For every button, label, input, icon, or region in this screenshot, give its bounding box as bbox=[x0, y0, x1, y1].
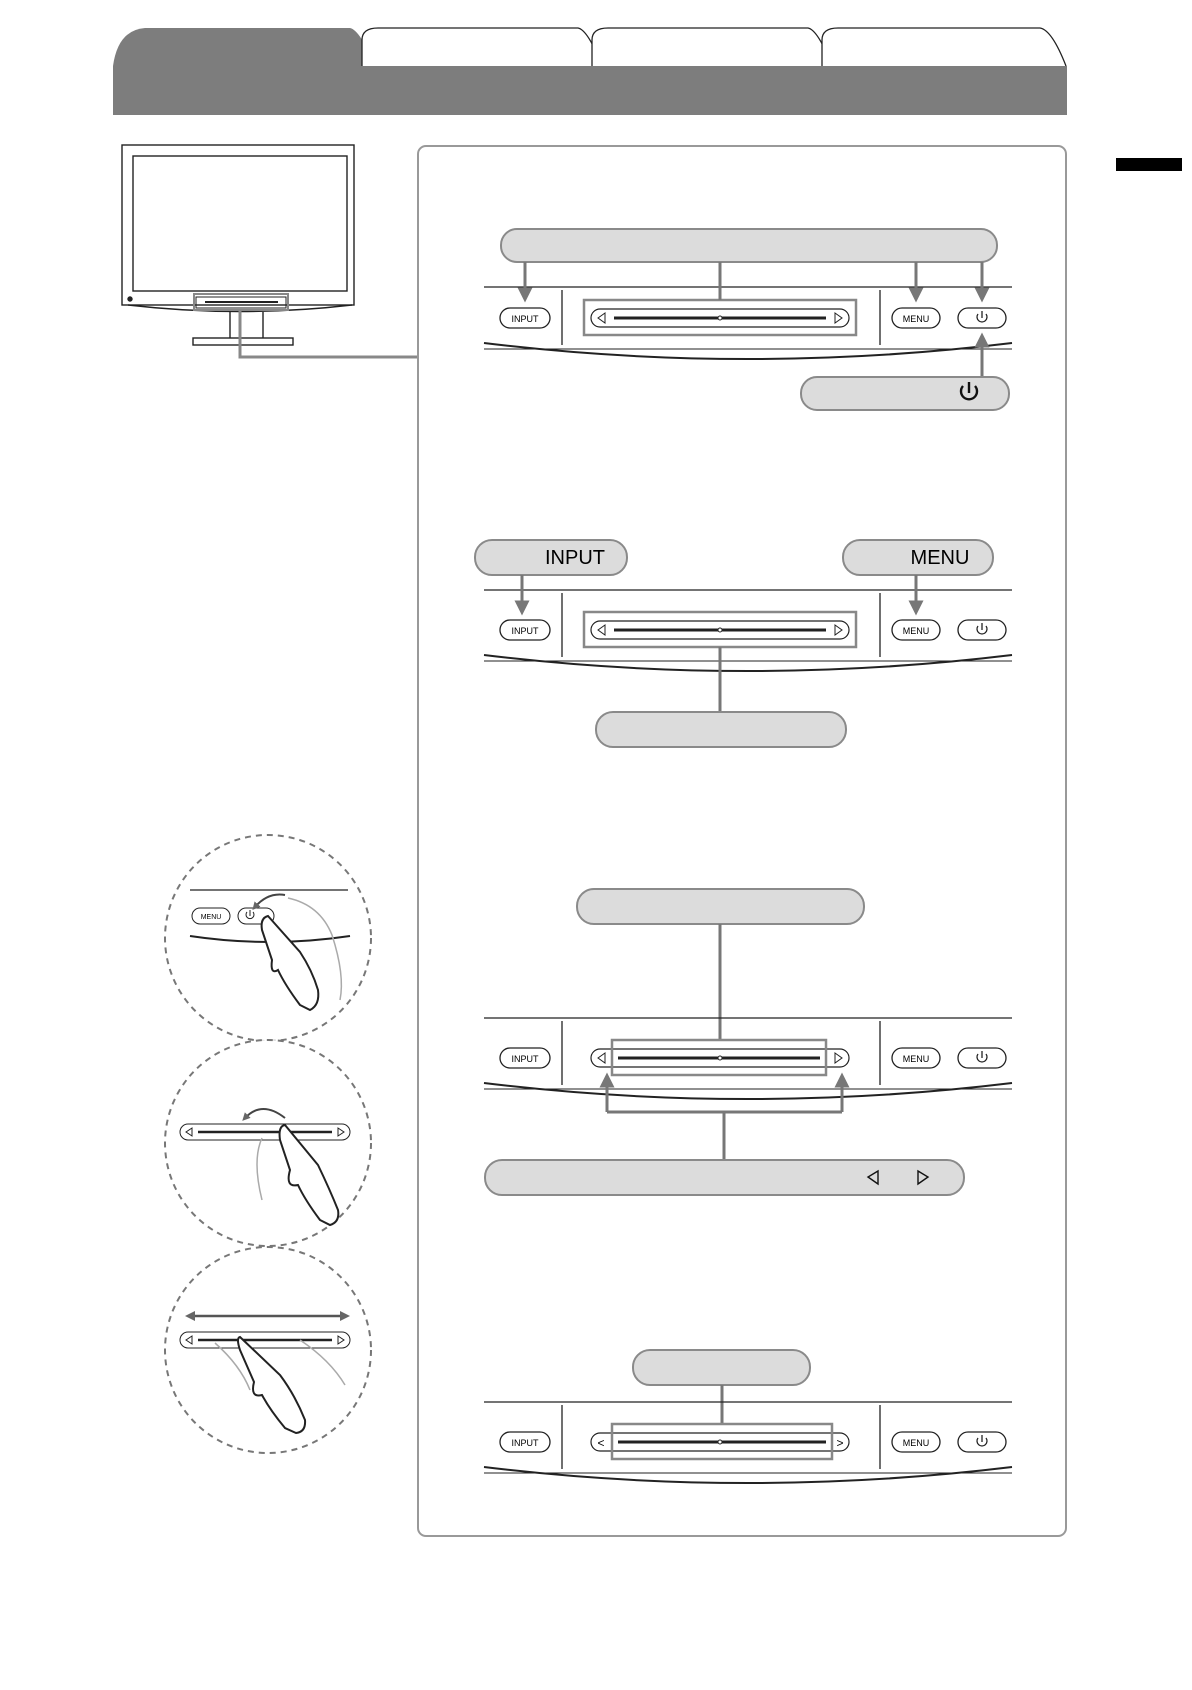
panel1-menu-label: MENU bbox=[902, 314, 930, 324]
panel2-callout-slider bbox=[596, 712, 846, 747]
panel4-left-arrow: < bbox=[597, 1436, 605, 1450]
panel4-menu-label: MENU bbox=[902, 1438, 930, 1448]
monitor-connector bbox=[240, 309, 418, 357]
tab-1[interactable] bbox=[113, 28, 375, 66]
gesture-slide bbox=[165, 1247, 371, 1453]
panel4 bbox=[484, 1350, 1012, 1483]
panel3 bbox=[484, 889, 1012, 1195]
panel2-input-label: INPUT bbox=[511, 626, 539, 636]
panel3-menu-label: MENU bbox=[902, 1054, 930, 1064]
panel3-callout-bottom bbox=[485, 1160, 964, 1195]
panel2-callout-menu-label: MENU bbox=[910, 547, 970, 569]
gesture-menu-label: MENU bbox=[200, 914, 222, 921]
header-bar bbox=[113, 66, 1067, 115]
monitor-illustration bbox=[122, 145, 354, 345]
panel2-callout-input-label: INPUT bbox=[545, 547, 605, 569]
gesture-touch-power bbox=[165, 835, 371, 1041]
panel2 bbox=[475, 540, 1012, 747]
language-marker bbox=[1116, 158, 1182, 171]
panel3-input-label: INPUT bbox=[511, 1054, 539, 1064]
main-panel bbox=[418, 146, 1066, 1536]
tab-4[interactable] bbox=[822, 28, 1066, 66]
panel4-right-arrow: > bbox=[836, 1436, 844, 1450]
tab-3[interactable] bbox=[592, 28, 832, 66]
panel4-input-label: INPUT bbox=[511, 1438, 539, 1448]
panel1-callout-top bbox=[501, 229, 997, 262]
panel1-input-label: INPUT bbox=[511, 314, 539, 324]
panel1 bbox=[484, 229, 1012, 410]
panel4-callout-top bbox=[633, 1350, 810, 1385]
panel3-callout-top bbox=[577, 889, 864, 924]
gesture-tap-ends bbox=[165, 1040, 371, 1246]
panel2-menu-label: MENU bbox=[902, 626, 930, 636]
tab-2[interactable] bbox=[362, 28, 602, 66]
